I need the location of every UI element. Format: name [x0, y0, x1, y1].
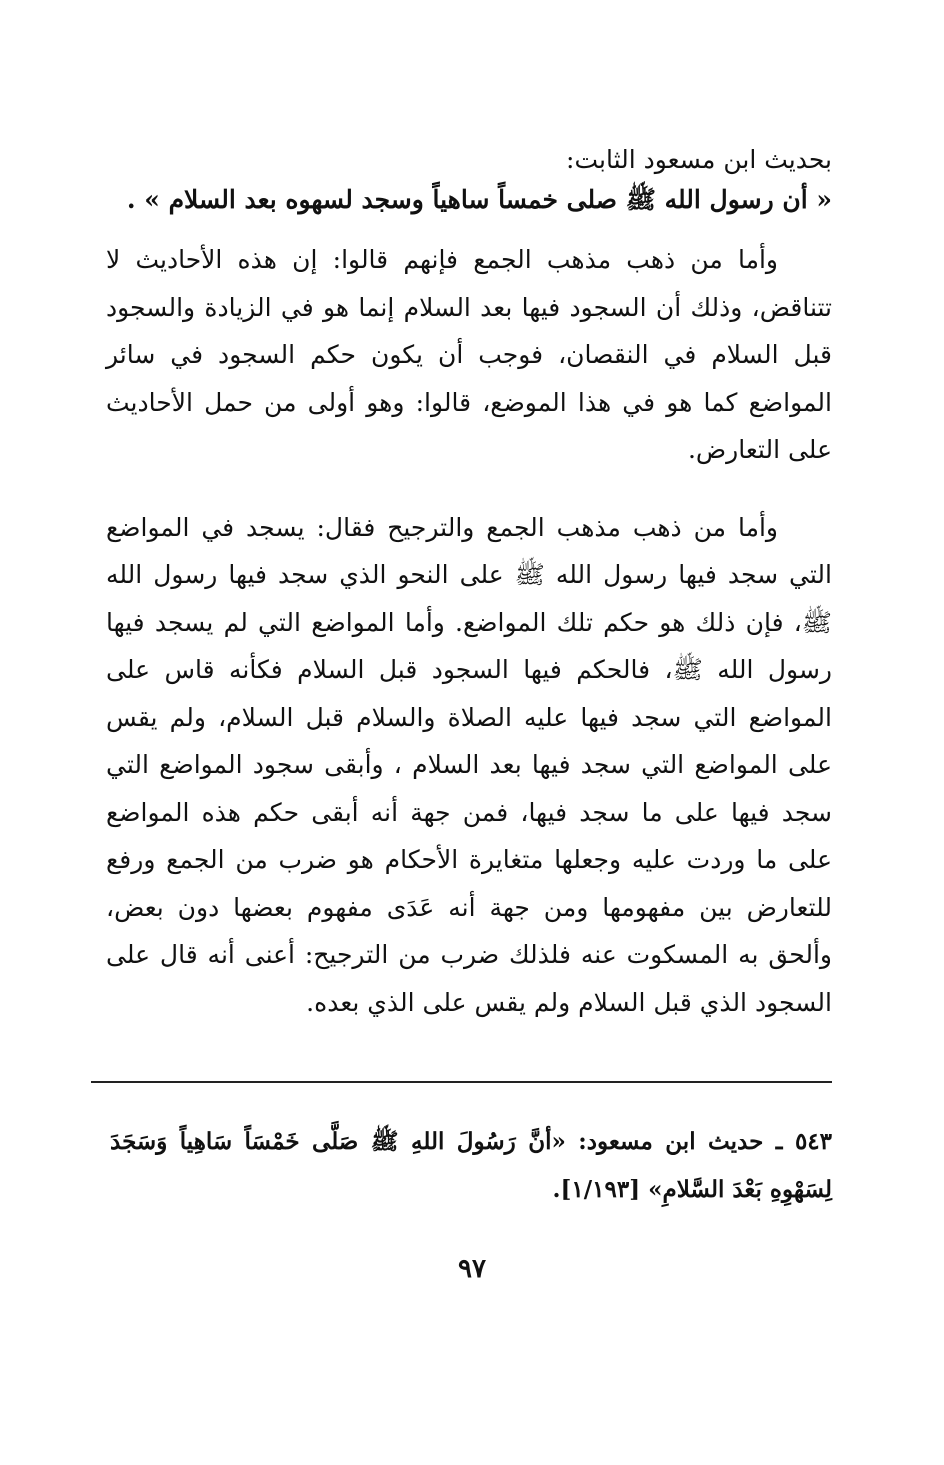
footnote-divider: [91, 1081, 832, 1083]
footnote: [110, 1118, 832, 1214]
page-number: ٩٧: [458, 1254, 486, 1284]
intro-line: بحديث ابن مسعود الثابت:: [566, 145, 832, 174]
paragraph-2: وأما من ذهب مذهب الجمع والترجيح فقال: يسجد في المواضع التي سجد فيها رسول الله ﷺ على النحو الذي سجد فيها رسول الله ﷺ، فإن ذلك هو حكم تلك المواضع. وأما المواضع التي لم يسجد فيها رسول الله ﷺ، فالحكم فيها السجود قبل السلام فكأنه قاس على المواضع التي سجد فيها عليه الصلاة والسلام قبل السلام، ولم يقس على المواضع التي سجد فيها بعد السلام ، وأبقى سجود المواضع التي سجد فيها على ما سجد فيها، فمن جهة أنه أبقى حكم هذه المواضع على ما وردت عليه وجعلها متغايرة الأحكام هو ضرب من الجمع ورفع للتعارض بين مفهومها ومن جهة أنه عَدَى مفهوم بعضها دون بعض، وألحق به المسكوت عنه فلذلك ضرب من الترجيح: أعنى أنه قال على السجود الذي قبل السلام ولم يقس على الذي بعده.: [106, 512, 832, 1017]
footnote-text: ٥٤٣ ـ حديث ابن مسعود: «أنَّ رَسُولَ اللهِ ﷺ صَلَّى خَمْسَاً سَاهِياً وَسَجَدَ لِسَهْوِهِ بَعْدَ السَّلامِ» [١/١٩٣].: [110, 1128, 832, 1203]
paragraph-1: وأما من ذهب مذهب الجمع فإنهم قالوا: إن هذه الأحاديث لا تتناقض، وذلك أن السجود فيها بعد السلام إنما هو في الزيادة والسجود قبل السلام في النقصان، فوجب أن يكون حكم السجود في سائر المواضع كما هو في هذا الموضع، قالوا: وهو أولى من حمل الأحاديث على التعارض.: [106, 245, 832, 464]
hadith-quote: « أن رسول الله ﷺ صلى خمساً ساهياً وسجد لسهوه بعد السلام » .: [126, 185, 832, 214]
main-text: [106, 140, 832, 1026]
